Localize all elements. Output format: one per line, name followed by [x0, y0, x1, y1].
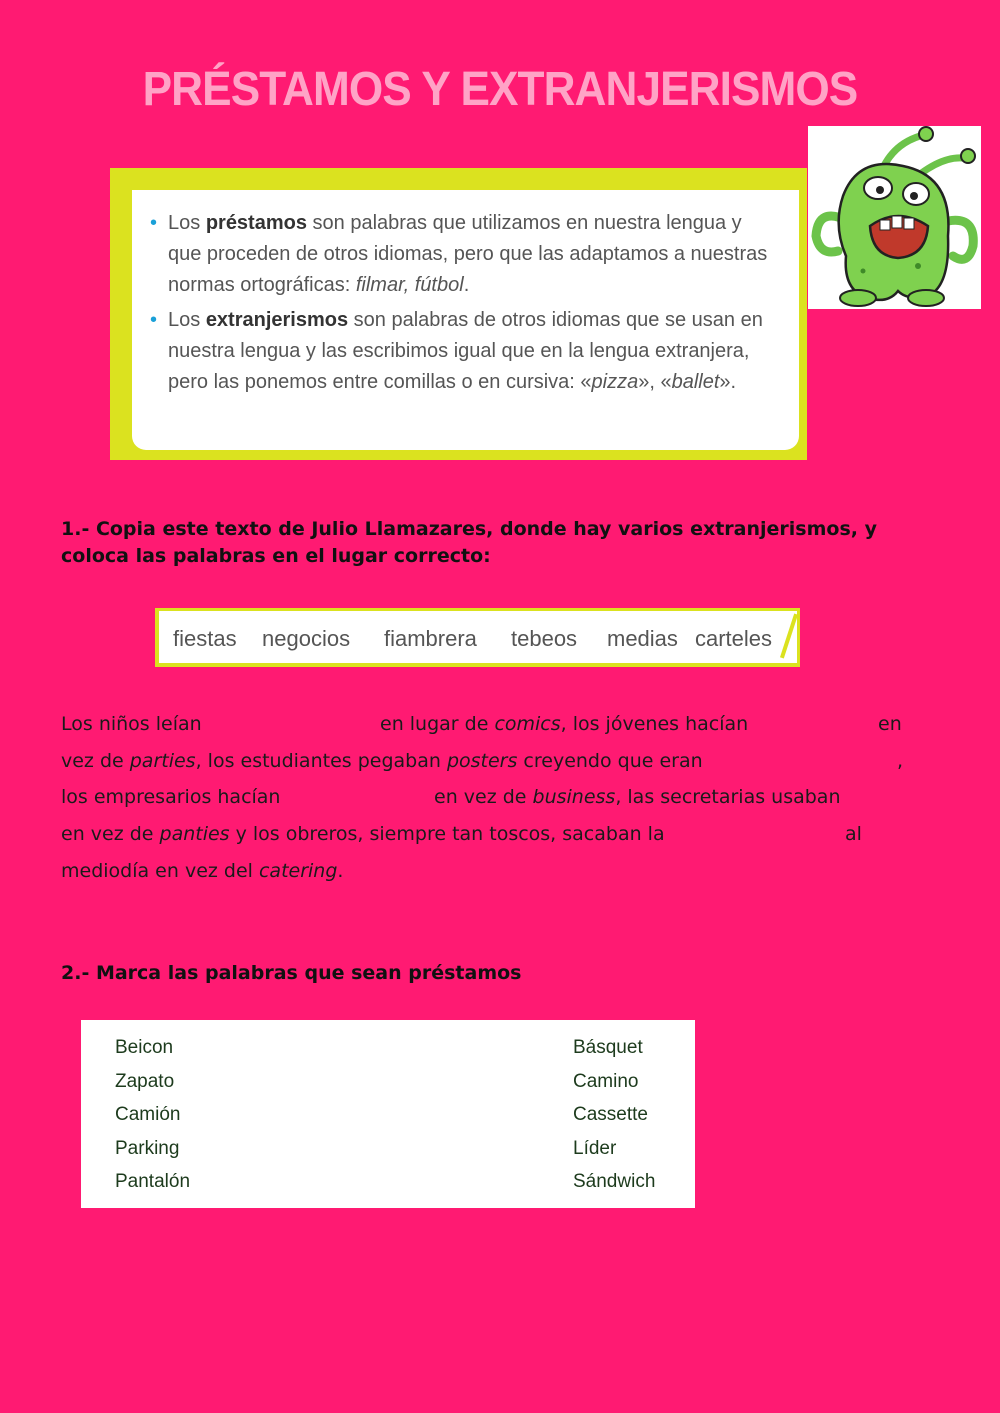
word-bank-item[interactable]: medias [607, 626, 678, 651]
passage [61, 706, 941, 889]
blank-5[interactable] [711, 816, 841, 846]
term-extranjerismos: extranjerismos [205, 309, 349, 331]
passage-line: mediodía en vez del catering. [61, 859, 344, 882]
word-option[interactable]: Pantalón [115, 1171, 191, 1193]
term-prestamos: préstamos [205, 212, 307, 234]
page-title: PRÉSTAMOS Y EXTRANJERISMOS [142, 63, 858, 116]
word-bank-item[interactable]: fiambrera [384, 626, 477, 651]
definition-box [110, 168, 807, 460]
monster-icon [808, 126, 981, 309]
passage-line: vez de parties, los estudiantes pegaban posters creyendo que eran , [61, 743, 941, 780]
definition-prestamos: • Los préstamos son palabras que utilizamos en nuestra lengua y que proceden de otros idiomas, pero que las adaptamos a nuestras normas ortográficas: filmar, fútbol. [150, 208, 779, 301]
bullet-icon: • [150, 309, 158, 331]
word-option[interactable]: Beicon [115, 1037, 174, 1058]
blank-4[interactable] [296, 779, 426, 809]
word-option[interactable]: Camino [573, 1070, 639, 1092]
word-list [81, 1020, 695, 1208]
blank-3[interactable] [749, 743, 889, 773]
word-bank [155, 608, 800, 667]
blank-2[interactable] [771, 706, 871, 736]
word-bank-item[interactable]: fiestas [173, 626, 237, 651]
word-option[interactable]: Zapato [115, 1070, 175, 1092]
passage-line: los empresarios hacían en vez de business, las secretarias usaban [61, 779, 941, 816]
question-1: 1.- Copia este texto de Julio Llamazares, donde hay varios extranjerismos, y coloca las palabras en el lugar correcto: [61, 518, 877, 567]
word-option[interactable]: Parking [115, 1137, 180, 1159]
blank-1[interactable] [216, 706, 376, 736]
word-list-left [115, 1031, 190, 1199]
bullet-icon: • [150, 212, 158, 234]
word-option[interactable]: Líder [573, 1137, 617, 1159]
word-option[interactable]: Camión [115, 1104, 181, 1126]
passage-line: Los niños leían en lugar de comics, los jóvenes hacían en [61, 706, 941, 743]
word-option[interactable]: Básquet [573, 1037, 643, 1058]
word-bank-item[interactable]: negocios [262, 626, 351, 651]
monster-illustration [808, 126, 981, 309]
word-option[interactable]: Sándwich [573, 1171, 656, 1193]
decorative-slash [780, 614, 798, 659]
definition-extranjerismos: • Los extranjerismos son palabras de otros idiomas que se usan en nuestra lengua y las escribimos igual que en la lengua extranjera, pero las ponemos entre comillas o en cursiva: «pizza», «ballet». [150, 305, 779, 398]
passage-line: en vez de panties y los obreros, siempre tan toscos, sacaban la al [61, 816, 941, 853]
question-2: 2.- Marca las palabras que sean préstamos [61, 962, 522, 984]
word-option[interactable]: Cassette [573, 1104, 648, 1126]
word-bank-item[interactable]: tebeos [511, 626, 578, 651]
word-list-right [573, 1031, 655, 1199]
word-bank-item[interactable]: carteles [695, 626, 773, 651]
